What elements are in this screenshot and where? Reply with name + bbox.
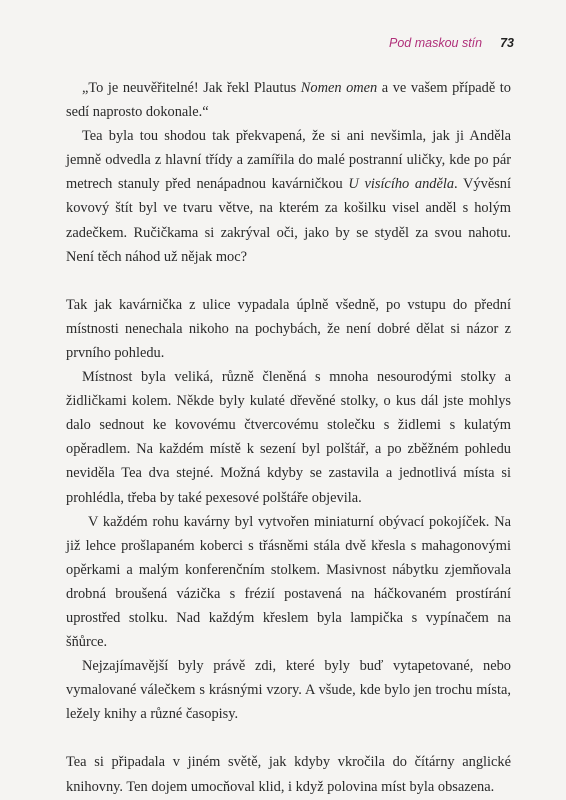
paragraph <box>66 293 511 365</box>
paragraph <box>66 654 511 726</box>
text-run: . Vývěsní kovový štít byl ve tvaru větve, na kterém za košilku visel anděl s holým zadečkem. Ručičkama si zakrýval oči, jako by se styděl za svou nahotu. Není těch náhod už nějak moc? <box>66 176 512 265</box>
text-run: Tea si připadala v jiném světě, jak kdyby vkročila do čítárny anglické knihovny. Ten dojem umocňoval klid, i když polovina míst byla obsazena. <box>66 754 511 795</box>
italic-text: U visícího anděla <box>348 176 455 193</box>
paragraph <box>66 750 511 798</box>
text-run: Tea byla tou shodou tak překvapená, že si ani nevšimla, jak ji Anděla jemně odvedla z hlavní třídy a zamířila do malé postranní uličky, kde po pár metrech stanuly před nenápadnou kavárničkou <box>66 128 511 193</box>
text-run: „To je neuvěřitelné! Jak řekl Plautus <box>82 80 301 96</box>
body-text <box>66 76 511 799</box>
italic-text: Nomen omen <box>300 80 378 96</box>
text-run: a ve vašem případě to sedí naprosto dokonale.“ <box>66 80 511 121</box>
book-title: Pod maskou stín <box>388 36 483 50</box>
text-run: V každém rohu kavárny byl vytvořen miniaturní obývací pokojíček. Na již lehce prošlapaném koberci s třásněmi stála dvě křesla s mahagonovými opěrkami a malým konferenčním stolkem. Masivnost nábytku zjemňovala drobná broušená vázička s frézií postavená na háčkovaném prostírání uprostřed stolku. Nad každým křeslem byla lampička s vypínačem na šňůrce. <box>66 513 511 651</box>
paragraph <box>66 510 511 655</box>
paragraph <box>66 76 511 124</box>
running-head <box>389 36 514 50</box>
text-run: Místnost byla veliká, různě členěná s mnoha nesourodými stolky a židličkami kolem. Někde byly kulaté dřevěné stolky, o kus dál jste mohlys dalo sednout ke kovovému čtvercovému stolečku s židlemi s kulatým opěradlem. Na každém místě k sezení byl polštář, a po zběžném pohledu neviděla Tea dva stejné. Možná kdyby se zastavila a jednotlivá místa si prohlédla, třeba by také pexesové polštáře objevila. <box>66 369 511 506</box>
page-number: 73 <box>500 36 514 50</box>
paragraph <box>66 124 511 269</box>
text-run: Tak jak kavárnička z ulice vypadala úplně všedně, po vstupu do přední místnosti nenechala nikoho na pochybách, že není dobré dělat si názor z prvního pohledu. <box>66 296 511 361</box>
text-run: Nejzajímavější byly právě zdi, které byly buď vytapetované, nebo vymalované válečkem s krásnými vzory. A všude, kde bylo jen trochu místa, ležely knihy a různé časopisy. <box>66 658 511 723</box>
paragraph <box>66 365 511 510</box>
